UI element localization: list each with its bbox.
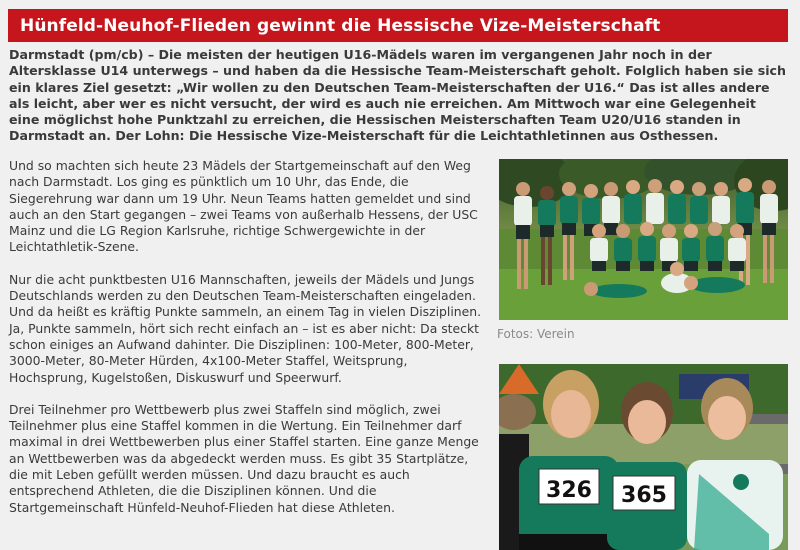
photo-caption: Fotos: Verein (497, 327, 575, 341)
bib-number-365: 365 (621, 483, 667, 508)
article-lead: Darmstadt (pm/cb) – Die meisten der heutigen U16-Mädels waren im vergangenen Jahr noch in der Altersklasse U14 unterwegs – und haben da die Hessische Team-Meisterschaft geholt. Folglich haben sie sich ein klares Ziel gesetzt: „Wir wollen zu den Deutschen Team-Meisterschaften der U16.“ Das ist alles andere als leicht, aber wer es nicht versucht, der wird es auch nie erreichen. Am Mittwoch war eine Gelegenheit eine möglichst hohe Punktzahl zu erreichen, die Hessischen Meisterschaften Team U20/U16 standen in Darmstadt an. Der Lohn: Die Hessische Vize-Meisterschaft für die Leichtathletinnen aus Osthessen. (9, 47, 786, 144)
team-group-photo[interactable] (499, 159, 788, 320)
body-paragraph-3: Drei Teilnehmer pro Wettbewerb plus zwei Staffeln sind möglich, zwei Teilnehmer plus eine Staffel kommen in die Wertung. Ein Teilnehmer darf maximal in drei Wettbewerben plus einer Staffel starten. Eine ganze Menge an Wettbewerben was da abgedeckt werden muss. Es gibt 35 Startplätze, die mit Leben gefüllt werden müssen. Und dazu braucht es auch entsprechend Athleten, die die Disziplinen können. Und die Startgemeinschaft Hünfeld-Neuhof-Flieden hat diese Athleten. (9, 401, 479, 515)
article-body (9, 158, 484, 532)
body-paragraph-1: Und so machten sich heute 23 Mädels der Startgemeinschaft auf den Weg nach Darmstadt. Los ging es pünktlich um 10 Uhr, das Ende, die Siegerehrung war dann um 19 Uhr. Neun Teams hatten gemeldet und sind auch an den Start gegangen – zwei Teams von außerhalb Hessens, der USC Mainz und die LG Region Karlsruhe, richtige Schwergewichte in der Leichtathletik-Szene. (9, 158, 478, 255)
body-paragraph-2: Nur die acht punktbesten U16 Mannschaften, jeweils der Mädels und Jungs Deutschlands werden zu den Deutschen Team-Meisterschaften eingeladen. Und da heißt es kräftig Punkte sammeln, an einem Tag in vielen Disziplinen. Ja, Punkte sammeln, hört sich recht einfach an – ist es aber nicht: Da steckt schon einiges an Aufwand dahinter. Die Disziplinen: 100-Meter, 800-Meter, 3000-Meter, 80-Meter Hürden, 4x100-Meter Staffel, Weitsprung, Hochsprung, Kugelstoßen, Diskuswurf und Speerwurf. (9, 271, 482, 385)
three-athletes-photo[interactable] (499, 364, 788, 550)
article-title-bar (8, 9, 788, 42)
article-title: Hünfeld-Neuhof-Flieden gewinnt die Hessische Vize-Meisterschaft (20, 15, 661, 36)
bib-number-326: 326 (546, 478, 592, 503)
